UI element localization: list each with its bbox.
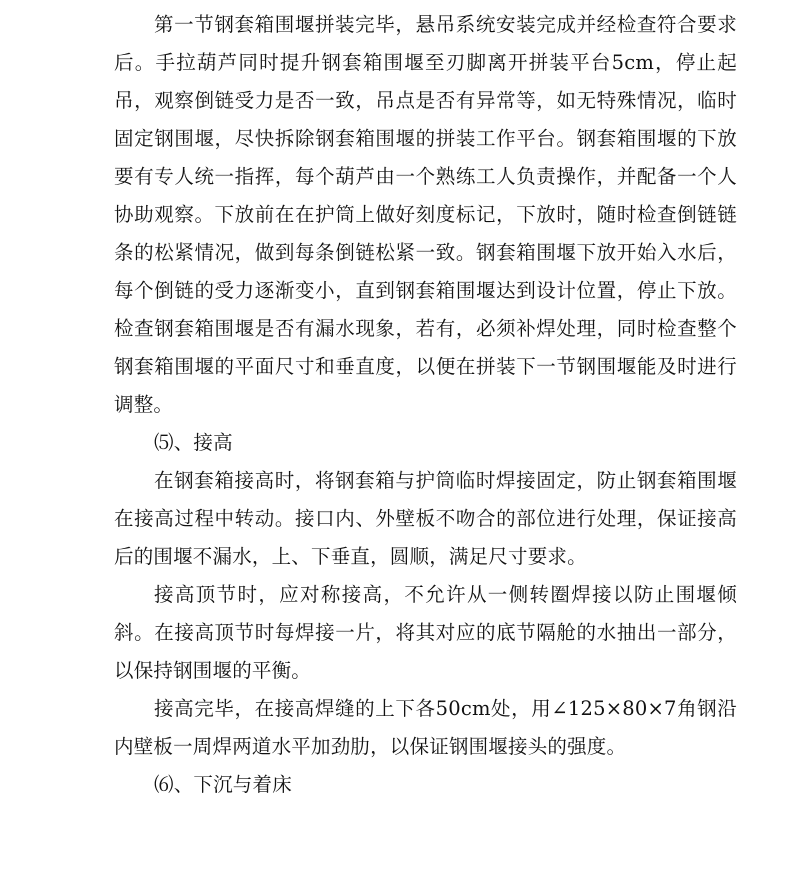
paragraph-top-section-symmetry: 接高顶节时，应对称接高，不允许从一侧转圈焊接以防止围堰倾斜。在接高顶节时每焊接一片，将其对应的底节隔舱的水抽出一部分，以保持钢围堰的平衡。 (114, 583, 737, 682)
section-heading-sinking: ⑹、下沉与着床 (154, 773, 292, 796)
paragraph-lowering-procedure: 第一节钢套箱围堰拼装完毕，悬吊系统安装完成并经检查符合要求后。手拉葫芦同时提升钢套箱围堰至刃脚离开拼装平台5cm，停止起吊，观察倒链受力是否一致，吊点是否有异常等，如无特殊情况，临时固定钢围堰，尽快拆除钢套箱围堰的拼装工作平台。钢套箱围堰的下放要有专人统一指挥，每个葫芦由一个熟练工人负责操作，并配备一个人协助观察。下放前在在护筒上做好刻度标记，下放时，随时检查倒链链条的松紧情况，做到每条倒链松紧一致。钢套箱围堰下放开始入水后，每个倒链的受力逐渐变小，直到钢套箱围堰达到设计位置，停止下放。检查钢套箱围堰是否有漏水现象，若有，必须补焊处理，同时检查整个钢套箱围堰的平面尺寸和垂直度，以便在拼装下一节钢围堰能及时进行调整。 (114, 13, 737, 416)
paragraph-extension-fixing: 在钢套箱接高时，将钢套箱与护筒临时焊接固定，防止钢套箱围堰在接高过程中转动。接口内、外壁板不吻合的部位进行处理，保证接高后的围堰不漏水，上、下垂直，圆顺，满足尺寸要求。 (114, 469, 737, 568)
section-heading-extension: ⑸、接高 (154, 431, 233, 454)
paragraph-stiffener-welding: 接高完毕，在接高焊缝的上下各50cm处，用∠125×80×7角钢沿内壁板一周焊两道水平加劲肋，以保证钢围堰接头的强度。 (114, 697, 737, 758)
